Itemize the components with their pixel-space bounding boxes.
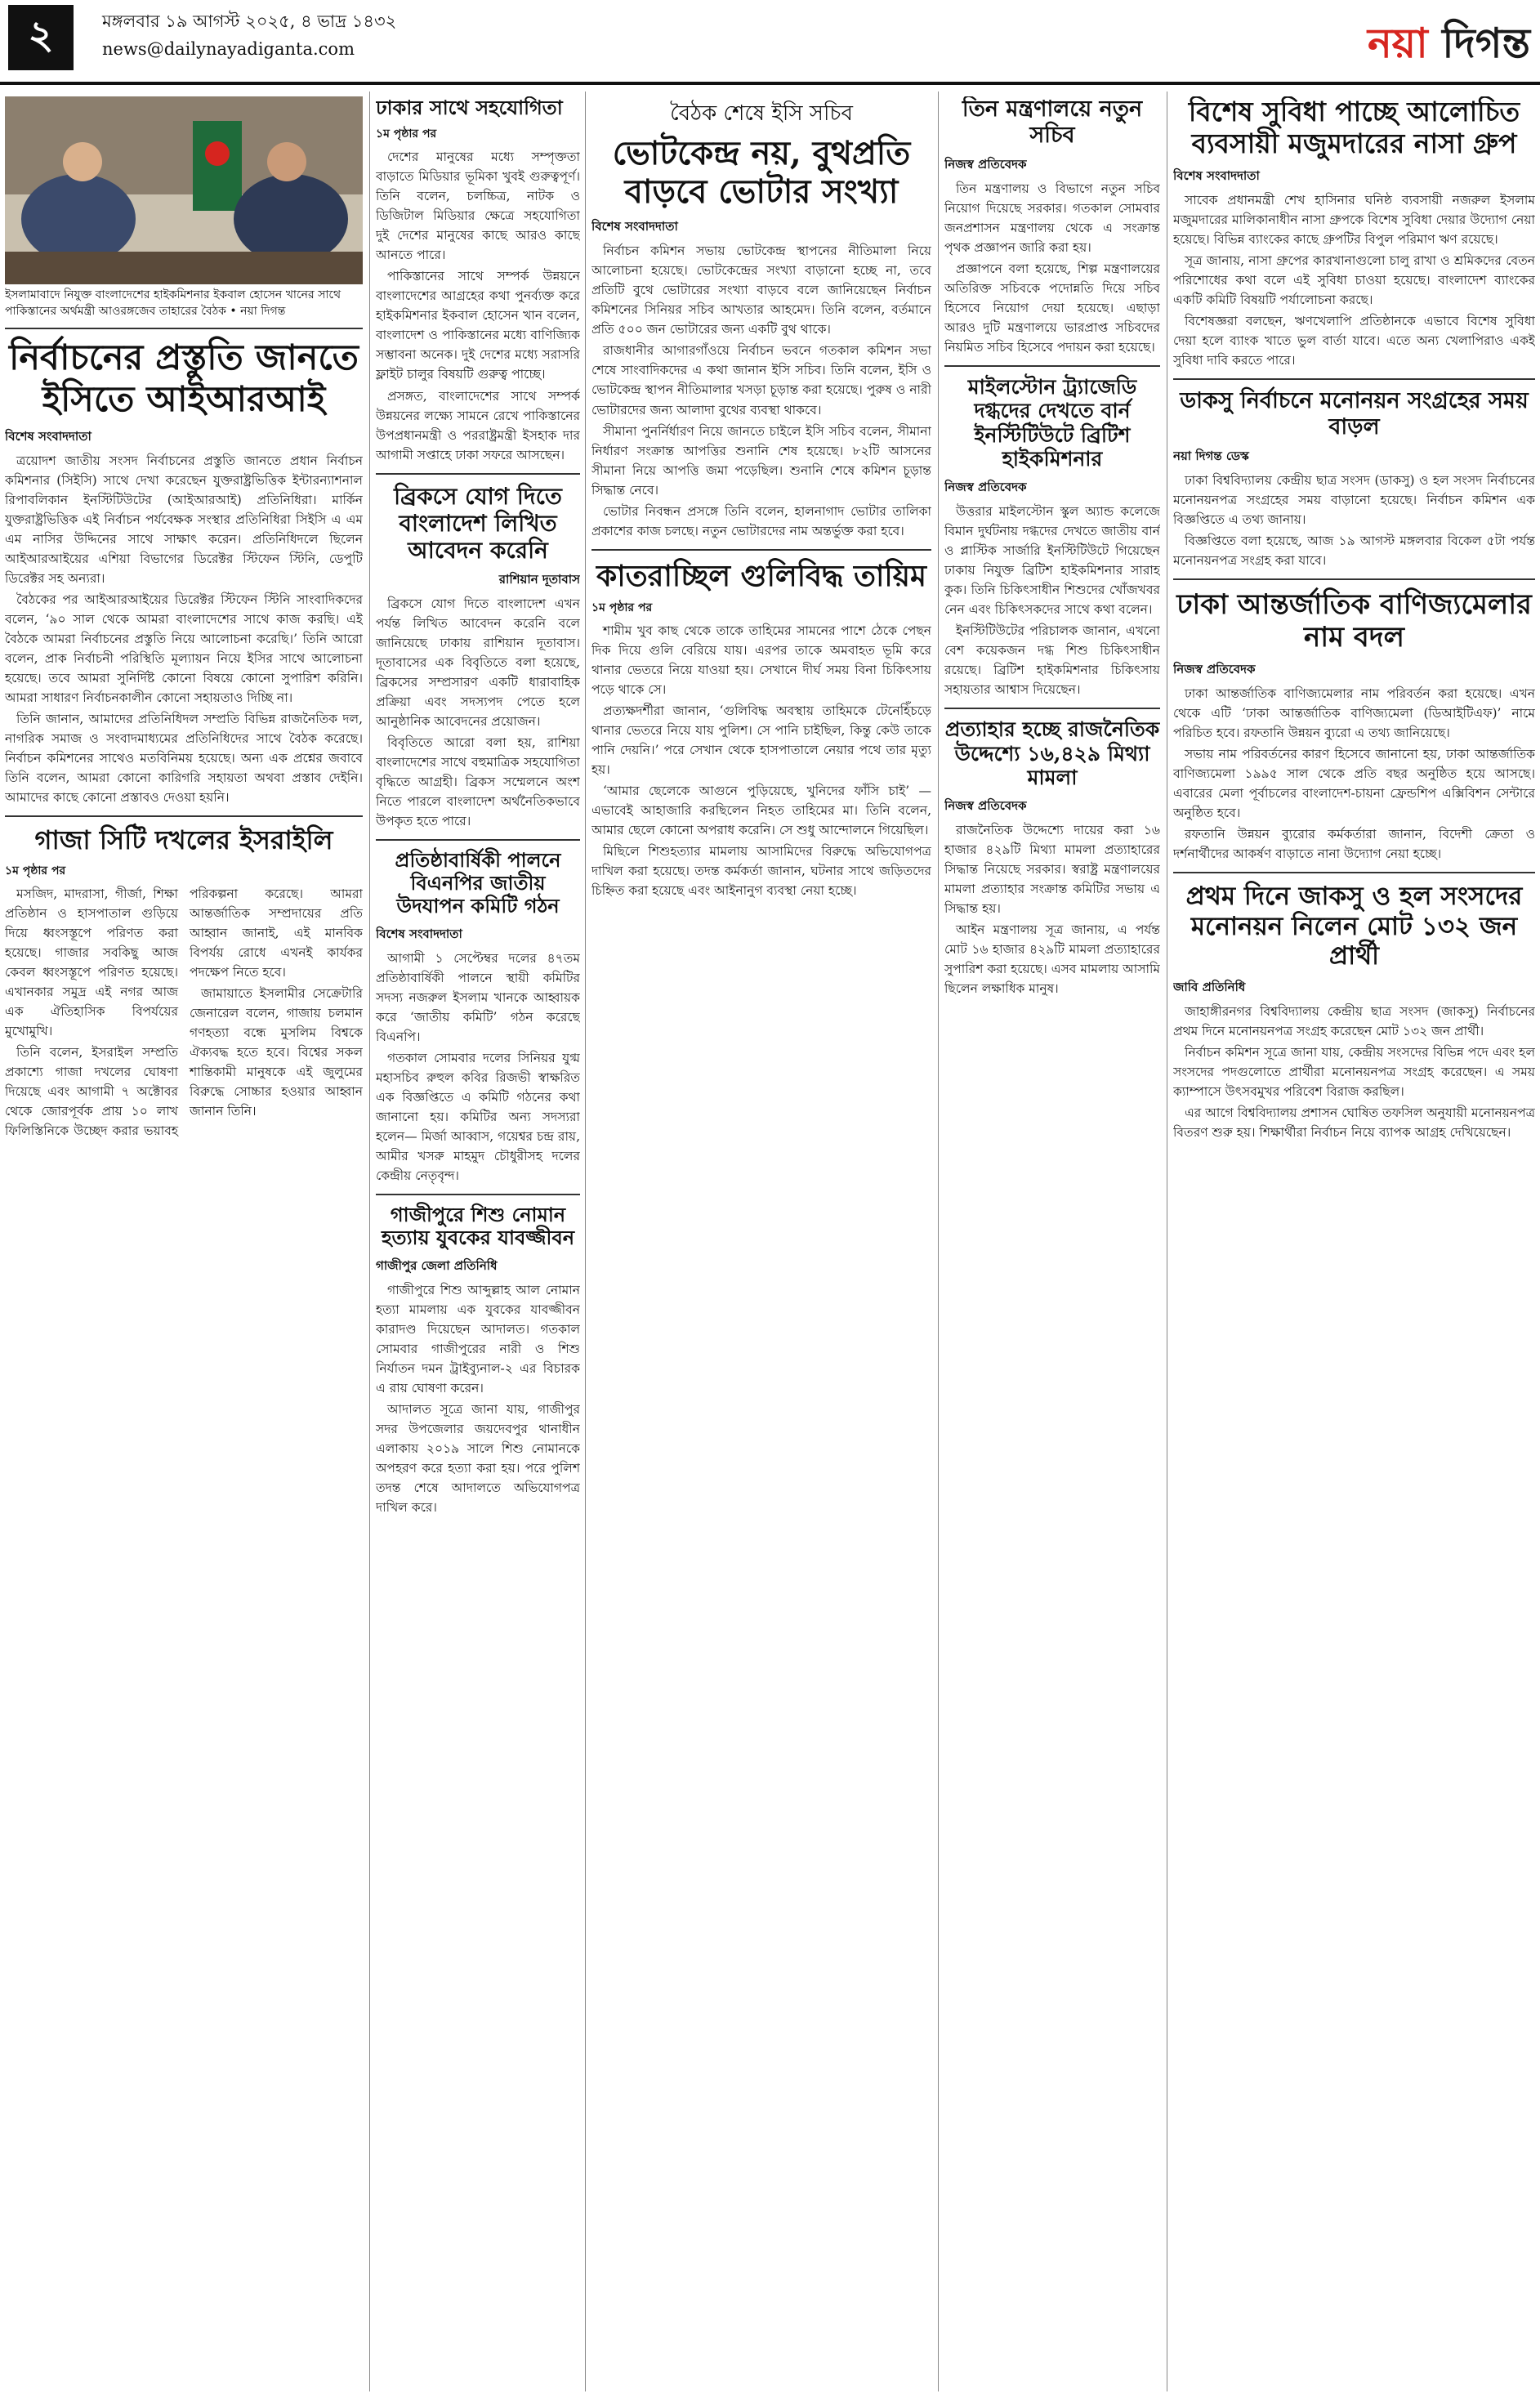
column-1 bbox=[5, 96, 363, 2392]
article-bnp[interactable] bbox=[376, 849, 580, 1186]
byline: বিশেষ সংবাদদাতা bbox=[5, 428, 92, 444]
masthead bbox=[0, 0, 1540, 75]
divider bbox=[1173, 872, 1535, 873]
article-body: উত্তরার মাইলস্টোন স্কুল অ্যান্ড কলেজে বিমান দুর্ঘটনায় দগ্ধদের দেখতে জাতীয় বার্ন ও প্লাস্টিক সার্জারি ইনস্টিটিউটে গিয়েছেন ঢাকায় নিযুক্ত ব্রিটিশ হাইকমিশনার সারাহ কুক। তিনি চিকিৎসাধীন শিশুদের খোঁজখবর নেন এবং চিকিৎসকদের সাথে কথা বলেন। ইনস্টিটিউটের পরিচালক জানান, এখনো বেশ কয়েকজন দগ্ধ শিশু চিকিৎসাধীন রয়েছে। ব্রিটিশ হাইকমিশনার চিকিৎসায় সহায়তার আশ্বাস দিয়েছেন। bbox=[944, 503, 1160, 697]
continued-label: ১ম পৃষ্ঠার পর bbox=[5, 864, 66, 877]
continued-label: ১ম পৃষ্ঠার পর bbox=[591, 601, 653, 615]
byline: নয়া দিগন্ত ডেস্ক bbox=[1173, 448, 1249, 463]
article-body: রাজনৈতিক উদ্দেশ্যে দায়ের করা ১৬ হাজার ৪২৯টি মিথ্যা মামলা প্রত্যাহারের সিদ্ধান্ত নিয়েছে সরকার। স্বরাষ্ট্র মন্ত্রণালয়ের মামলা প্রত্যাহার সংক্রান্ত কমিটির সভায় এ সিদ্ধান্ত হয়। আইন মন্ত্রণালয় সূত্র জানায়, এ পর্যন্ত মোট ১৬ হাজার ৪২৯টি মামলা প্রত্যাহারের সুপারিশ করা হয়েছে। এসব মামলায় আসামি ছিলেন লক্ষাধিক মানুষ। bbox=[944, 822, 1160, 996]
divider bbox=[376, 839, 580, 841]
continued-label: ১ম পৃষ্ঠার পর bbox=[376, 127, 437, 141]
article-body: তিন মন্ত্রণালয় ও বিভাগে নতুন সচিব নিয়োগ দিয়েছে সরকার। গতকাল সোমবার জনপ্রশাসন মন্ত্রণালয় থেকে এ সংক্রান্ত পৃথক প্রজ্ঞাপন জারি করা হয়। প্রজ্ঞাপনে বলা হয়েছে, শিল্প মন্ত্রণালয়ের অতিরিক্ত সচিবকে পদোন্নতি দিয়ে সচিব হিসেবে নিয়োগ দেয়া হয়েছে। এছাড়া আরও দুটি মন্ত্রণালয়ে ভারপ্রাপ্ত সচিবদের নিয়মিত সচিব হিসেবে পদায়ন করা হয়েছে। bbox=[944, 181, 1160, 355]
column-4 bbox=[944, 96, 1160, 2392]
article-gaza[interactable] bbox=[5, 825, 363, 1141]
headline[interactable]: ভোটকেন্দ্র নয়, বুথপ্রতি বাড়বে ভোটার সংখ্যা bbox=[612, 134, 911, 212]
headline[interactable]: গাজা সিটি দখলের ইসরাইলি bbox=[34, 824, 333, 855]
email-link[interactable]: news@dailynayadiganta.com bbox=[102, 39, 355, 59]
article-brics[interactable] bbox=[376, 483, 580, 831]
article-ec[interactable] bbox=[591, 96, 931, 541]
article-nasa[interactable] bbox=[1173, 96, 1535, 370]
logo-part-1: নয়া bbox=[1367, 20, 1428, 67]
article-body: নির্বাচন কমিশন সভায় ভোটকেন্দ্র স্থাপনের নীতিমালা নিয়ে আলোচনা হয়েছে। ভোটকেন্দ্রের সংখ্যা বাড়ানো হচ্ছে না, তবে প্রতিটি বুথে ভোটারের সংখ্যা বাড়বে বলে জানিয়েছেন নির্বাচন কমিশনের সিনিয়র সচিব আখতার আহমেদ। তিনি বলেন, বর্তমানে প্রতি ৫০০ জন ভোটারের জন্য একটি বুথ থাকে। রাজধানীর আগারগাঁওয়ে নির্বাচন ভবনে গতকাল কমিশন সভা শেষে সাংবাদিকদের এ কথা জানান ইসি সচিব। তিনি বলেন, ইসি ও ভোটকেন্দ্র স্থাপন নীতিমালার খসড়া চূড়ান্ত করা হয়েছে। পুরুষ ও নারী ভোটারদের জন্য আলাদা বুথের ব্যবস্থা থাকবে। সীমানা পুনর্নির্ধারণ নিয়ে জানতে চাইলে ইসি সচিব বলেন, সীমানা নির্ধারণ সংক্রান্ত আপত্তির শুনানি শেষ হয়েছে। ৮২টি আসনের সীমানা নিয়ে আপত্তি জমা পড়েছিল। শুনানি শেষে কমিশন চূড়ান্ত সিদ্ধান্ত নেবে। ভোটার নিবন্ধন প্রসঙ্গে তিনি বলেন, হালনাগাদ ভোটার তালিকা প্রকাশের কাজ চলছে। নতুন ভোটারদের নাম অন্তর্ভুক্ত করা হবে। bbox=[591, 243, 931, 538]
headline[interactable]: গাজীপুরে শিশু নোমান হত্যায় যুবকের যাবজ্জীবন bbox=[381, 1202, 575, 1250]
column-5 bbox=[1173, 96, 1535, 2392]
article-gazipur[interactable] bbox=[376, 1203, 580, 1517]
column-3 bbox=[591, 96, 931, 2392]
divider bbox=[1173, 378, 1535, 380]
photo-caption: ইসলামাবাদে নিযুক্ত বাংলাদেশের হাইকমিশনার ইকবাল হোসেন খানের সাথে পাকিস্তানের অর্থমন্ত্রী আওরঙ্গজেব তাহারের বৈঠক • নয়া দিগন্ত bbox=[5, 288, 341, 318]
divider bbox=[5, 815, 363, 817]
headline[interactable]: প্রতিষ্ঠাবার্ষিকী পালনে বিএনপির জাতীয় উদযাপন কমিটি গঠন bbox=[395, 847, 561, 918]
divider bbox=[376, 1194, 580, 1195]
headline[interactable]: বিশেষ সুবিধা পাচ্ছে আলোচিত ব্যবসায়ী মজুমদারের নাসা গ্রুপ bbox=[1188, 96, 1520, 159]
article-dhaka-pak[interactable] bbox=[376, 96, 580, 465]
byline: রাশিয়ান দূতাবাস bbox=[498, 571, 580, 587]
newspaper-logo[interactable] bbox=[1368, 13, 1530, 81]
column-divider bbox=[369, 92, 370, 2391]
divider bbox=[944, 365, 1160, 367]
article-body: ব্রিকসে যোগ দিতে বাংলাদেশ এখন পর্যন্ত লিখিত আবেদন করেনি বলে জানিয়েছে ঢাকায় রাশিয়ান দূতাবাস। দূতাবাসের এক বিবৃতিতে বলা হয়েছে, ব্রিকসের সম্প্রসারণ একটি ধারাবাহিক প্রক্রিয়া এবং সদস্যপদ পেতে হলে আনুষ্ঠানিক আবেদনের প্রয়োজন। বিবৃতিতে আরো বলা হয়, রাশিয়া বাংলাদেশের সাথে বহুমাত্রিক সহযোগিতা বৃদ্ধিতে আগ্রহী। ব্রিকস সম্মেলনে অংশ নিতে পারলে বাংলাদেশ অর্থনৈতিকভাবে উপকৃত হতে পারে। bbox=[376, 596, 580, 828]
column-2 bbox=[376, 96, 580, 2392]
masthead-rule bbox=[0, 82, 1540, 85]
headline[interactable]: ব্রিকসে যোগ দিতে বাংলাদেশ লিখিত আবেদন করেনি bbox=[394, 482, 562, 564]
article-jucsu[interactable] bbox=[1173, 882, 1535, 1142]
headline[interactable]: মাইলস্টোন ট্র্যাজেডি দগ্ধদের দেখতে বার্ন ইনস্টিটিউটে ব্রিটিশ হাইকমিশনার bbox=[967, 374, 1137, 471]
headline[interactable]: ঢাকা আন্তর্জাতিক বাণিজ্যমেলার নাম বদল bbox=[1176, 587, 1532, 654]
meeting-photo-illustration bbox=[5, 96, 363, 284]
headline[interactable]: ডাকসু নির্বাচনে মনোনয়ন সংগ্রহের সময় বাড়ল bbox=[1180, 388, 1529, 440]
byline: জাবি প্রতিনিধি bbox=[1173, 979, 1246, 994]
article-body: গাজীপুরে শিশু আব্দুল্লাহ আল নোমান হত্যা মামলায় এক যুবকের যাবজ্জীবন কারাদণ্ড দিয়েছেন আদালত। গতকাল সোমবার গাজীপুরের নারী ও শিশু নির্যাতন দমন ট্রাইব্যুনাল-২ এর বিচারক এ রায় ঘোষণা করেন। আদালত সূত্রে জানা যায়, গাজীপুর সদর উপজেলার জয়দেবপুর থানাধীন এলাকায় ২০১৯ সালে শিশু নোমানকে অপহরণ করে হত্যা করা হয়। পরে পুলিশ তদন্ত শেষে আদালতে অভিযোগপত্র দাখিল করে। bbox=[376, 1282, 580, 1515]
article-body: সাবেক প্রধানমন্ত্রী শেখ হাসিনার ঘনিষ্ঠ ব্যবসায়ী নজরুল ইসলাম মজুমদারের মালিকানাধীন নাসা গ্রুপকে বিশেষ সুবিধা দেয়ার উদ্যোগ নেয়া হয়েছে। বিভিন্ন ব্যাংকের কাছে গ্রুপটির বিপুল পরিমাণ ঋণ রয়েছে। সূত্র জানায়, নাসা গ্রুপের কারখানাগুলো চালু রাখা ও শ্রমিকদের বেতন পরিশোধের কথা বলে এই সুবিধা চাওয়া হয়েছে। বাংলাদেশ ব্যাংকের একটি কমিটি বিষয়টি পর্যালোচনা করছে। বিশেষজ্ঞরা বলছেন, ঋণখেলাপি প্রতিষ্ঠানকে এভাবে বিশেষ সুবিধা দেয়া হলে ব্যাংক খাতে ভুল বার্তা যাবে। এতে অন্য খেলাপিরাও একই সুবিধা দাবি করতে পারে। bbox=[1173, 192, 1535, 368]
logo-part-2: দিগন্ত bbox=[1442, 20, 1530, 67]
date-line: মঙ্গলবার ১৯ আগস্ট ২০২৫, ৪ ভাদ্র ১৪৩২ bbox=[102, 11, 397, 31]
byline: গাজীপুর জেলা প্রতিনিধি bbox=[376, 1257, 498, 1273]
article-body: ঢাকা আন্তর্জাতিক বাণিজ্যমেলার নাম পরিবর্তন করা হয়েছে। এখন থেকে এটি ‘ঢাকা আন্তর্জাতিক বাণিজ্যমেলা (ডিআইটিএফ)’ নামে পরিচিত হবে। রফতানি উন্নয়ন ব্যুরো এ তথ্য জানিয়েছে। সভায় নাম পরিবর্তনের কারণ হিসেবে জানানো হয়, ঢাকা আন্তর্জাতিক বাণিজ্যমেলা ১৯৯৫ সাল থেকে প্রতি বছর অনুষ্ঠিত হয়ে আসছে। এবারের মেলা পূর্বাচলের বাংলাদেশ-চায়না ফ্রেন্ডশিপ এক্সিবিশন সেন্টারে অনুষ্ঠিত হবে। রফতানি উন্নয়ন ব্যুরোর কর্মকর্তারা জানান, বিদেশী ক্রেতা ও দর্শনার্থীদের আকর্ষণ বাড়াতে নানা উদ্যোগ নেয়া হচ্ছে। bbox=[1173, 686, 1535, 862]
article-body: মসজিদ, মাদরাসা, গীর্জা, শিক্ষা প্রতিষ্ঠান ও হাসপাতাল গুড়িয়ে দিয়ে ধ্বংসস্তূপে পরিণত করা হয়েছে। গাজার সবকিছু আজ কেবল ধ্বংসস্তূপে পরিণত হয়েছে। এখানকার সমুদ্র এই নগর আজ এক ঐতিহাসিক বিপর্যয়ের মুখোমুখি। তিনি বলেন, ইসরাইল সম্প্রতি প্রকাশ্যে গাজা দখলের ঘোষণা দিয়েছে এবং আগামী ৭ অক্টোবর থেকে জোরপূর্বক প্রায় ১০ লাখ ফিলিস্তিনিকে উচ্ছেদ করার ভয়াবহ পরিকল্পনা করেছে। আমরা আন্তর্জাতিক সম্প্রদায়ের প্রতি আহ্বান জানাই, এই মানবিক বিপর্যয় রোধে এখনই কার্যকর পদক্ষেপ নিতে হবে। জামায়াতে ইসলামীর সেক্রেটারি জেনারেল বলেন, গাজায় চলমান গণহত্যা বন্ধে মুসলিম বিশ্বকে ঐক্যবদ্ধ হতে হবে। বিশ্বের সকল শান্তিকামী মানুষকে এই জুলুমের বিরুদ্ধে সোচ্চার হওয়ার আহ্বান জানান তিনি। bbox=[5, 886, 363, 1138]
headline[interactable]: কাতরাচ্ছিল গুলিবিদ্ধ তায়িম bbox=[596, 558, 926, 593]
divider bbox=[376, 473, 580, 475]
article-trade-fair[interactable] bbox=[1173, 588, 1535, 864]
byline: নিজস্ব প্রতিবেদক bbox=[944, 156, 1027, 172]
column-divider bbox=[938, 92, 939, 2391]
article-body: আগামী ১ সেপ্টেম্বর দলের ৪৭তম প্রতিষ্ঠাবার্ষিকী পালনে স্থায়ী কমিটির সদস্য নজরুল ইসলাম খানকে আহ্বায়ক করে ‘জাতীয় কমিটি’ গঠন করেছে বিএনপি। গতকাল সোমবার দলের সিনিয়র যুগ্ম মহাসচিব রুহুল কবির রিজভী স্বাক্ষরিত এক বিজ্ঞপ্তিতে এ কমিটি গঠনের কথা জানানো হয়। কমিটির অন্য সদস্যরা হলেন— মির্জা আব্বাস, গয়েশ্বর চন্দ্র রায়, আমীর খসরু মাহমুদ চৌধুরীসহ দলের কেন্দ্রীয় নেতৃবৃন্দ। bbox=[376, 950, 580, 1183]
photo-credit: নয়া দিগন্ত bbox=[240, 304, 286, 318]
article-ducsu[interactable] bbox=[1173, 388, 1535, 570]
article-ministries[interactable] bbox=[944, 96, 1160, 357]
article-tayim[interactable] bbox=[591, 559, 931, 901]
page-number: ২ bbox=[8, 5, 74, 70]
article-milestone[interactable] bbox=[944, 375, 1160, 699]
article-body: শামীম খুব কাছ থেকে তাকে তাহিমের সামনের পাশে ঠেকে পেছন দিক দিয়ে গুলি বেরিয়ে যায়। এরপর তাকে অমবাহত ভূমি করে থানার ভেতরে নিয়ে যাওয়া হয়। সেখানে দীর্ঘ সময় বিনা চিকিৎসায় পড়ে থাকে সে। প্রত্যক্ষদর্শীরা জানান, ‘গুলিবিদ্ধ অবস্থায় তাহিমকে টেনেহিঁচড়ে থানার ভেতরে নিয়ে যায় পুলিশ। সে পানি চাইছিল, কিন্তু কেউ তাকে পানি দেয়নি।’ পরে সেখান থেকে হাসপাতালে নেয়ার পথে তার মৃত্যু হয়। ‘আমার ছেলেকে আগুনে পুড়িয়েছে, খুনিদের ফাঁসি চাই’ — এভাবেই আহাজারি করছিলেন নিহত তাহিমের মা। তিনি বলেন, আমার ছেলে কোনো অপরাধ করেনি। সে শুধু আন্দোলনে গিয়েছিল। মিছিলে শিশুহত্যার মামলায় আসামিদের বিরুদ্ধে অভিযোগপত্র দাখিল করা হয়েছে। তদন্ত কর্মকর্তা জানান, ঘটনার সাথে জড়িতদের চিহ্নিত করা হয়েছে এবং আইনানুগ ব্যবস্থা নেয়া হচ্ছে। bbox=[591, 623, 931, 899]
byline: নিজস্ব প্রতিবেদক bbox=[944, 797, 1027, 813]
article-body: দেশের মানুষের মধ্যে সম্পৃক্ততা বাড়াতে মিডিয়ার ভূমিকা খুবই গুরুত্বপূর্ণ। তিনি বলেন, চলচ্চিত্র, নাটক ও ডিজিটাল মিডিয়ার ক্ষেত্রে সহযোগিতা দুই দেশের মানুষের কাছে আরও কাছে আনতে পারে। পাকিস্তানের সাথে সম্পর্ক উন্নয়নে বাংলাদেশের আগ্রহের কথা পুনর্ব্যক্ত করে হাইকমিশনার ইকবাল হোসেন খান বলেন, বাংলাদেশ ও পাকিস্তানের মধ্যে বাণিজ্যিক সম্ভাবনা অনেক। দুই দেশের মধ্যে সরাসরি ফ্লাইট চালুর বিষয়টি গুরুত্ব পাচ্ছে। প্রসঙ্গত, বাংলাদেশের সাথে সম্পর্ক উন্নয়নের লক্ষ্যে সামনে রেখে পাকিস্তানের উপপ্রধানমন্ত্রী ও পররাষ্ট্রমন্ত্রী ইসহাক দার আগামী সপ্তাহে ঢাকা সফরে আসছেন। bbox=[376, 150, 580, 462]
article-body: ত্রয়োদশ জাতীয় সংসদ নির্বাচনের প্রস্তুতি জানতে প্রধান নির্বাচন কমিশনার (সিইসি) সাথে দেখা করেছেন যুক্তরাষ্ট্রভিত্তিক ইন্টারন্যাশনাল রিপাবলিকান ইনস্টিটিউটের (আইআরআই) প্রতিনিধিরা। মার্কিন যুক্তরাষ্ট্রভিত্তিক এই নির্বাচন পর্যবেক্ষক সংস্থার প্রতিনিধিরা সিইসি এ এম এম নাসির উদ্দিনের সাথে সাক্ষাৎ করেন। প্রতিনিধিদলে ছিলেন আইআরআইয়ের এশিয়া বিভাগের ডিরেক্টর স্টিফেন স্টিনি, ডেপুটি ডিরেক্টর সহ অন্যরা। বৈঠকের পর আইআরআইয়ের ডিরেক্টর স্টিফেন স্টিনি সাংবাদিকদের বলেন, ‘৯০ সাল থেকে আমরা বাংলাদেশের সাথে কাজ করছি। এই বৈঠকে আমরা নির্বাচনের প্রস্তুতি নিয়ে আলোচনা করেছি।’ তিনি আরো বলেন, প্রাক নির্বাচনী পরিস্থিতি মূল্যায়ন নিয়ে ইসির সাথে আলোচনা হয়েছে। তবে আমরা সুনির্দিষ্ট কোনো বিষয়ে কোনো সুপারিশ করিনি। আমরা সাধারণ নির্বাচনকালীন কোনো সহায়তাও দিচ্ছি না। তিনি জানান, আমাদের প্রতিনিধিদল সম্প্রতি বিভিন্ন রাজনৈতিক দল, নাগরিক সমাজ ও সংবাদমাধ্যমের প্রতিনিধিদের সাথে বৈঠক করেছে। নির্বাচন কমিশনের সাথেও মতবিনিময় হয়েছে। অন্য এক প্রশ্নের জবাবে তিনি বলেন, আমরা কোনো কারিগরি সহায়তা অথবা প্রস্তাব দেইনি। আমাদের কাছে কোনো প্রস্তাবও দেওয়া হয়নি। bbox=[5, 453, 363, 805]
divider bbox=[5, 328, 363, 329]
divider bbox=[944, 708, 1160, 709]
article-iri[interactable] bbox=[5, 337, 363, 807]
byline: বিশেষ সংবাদদাতা bbox=[1173, 167, 1260, 183]
column-divider bbox=[585, 92, 586, 2391]
article-cases[interactable] bbox=[944, 717, 1160, 998]
article-body: জাহাঙ্গীরনগর বিশ্ববিদ্যালয় কেন্দ্রীয় ছাত্র সংসদ (জাকসু) নির্বাচনের প্রথম দিনে মনোনয়নপত্র সংগ্রহ করেছেন মোট ১৩২ জন প্রার্থী। নির্বাচন কমিশন সূত্রে জানা যায়, কেন্দ্রীয় সংসদের বিভিন্ন পদে এবং হল সংসদের পদগুলোতে প্রার্থীরা মনোনয়নপত্র সংগ্রহ করেছেন। এ সময় ক্যাম্পাসে উৎসবমুখর পরিবেশ বিরাজ করছিল। এর আগে বিশ্ববিদ্যালয় প্রশাসন ঘোষিত তফসিল অনুযায়ী মনোনয়নপত্র বিতরণ শুরু হয়। শিক্ষার্থীরা নির্বাচন নিয়ে ব্যাপক আগ্রহ দেখিয়েছেন। bbox=[1173, 1003, 1535, 1140]
article-body: ঢাকা বিশ্ববিদ্যালয় কেন্দ্রীয় ছাত্র সংসদ (ডাকসু) ও হল সংসদ নির্বাচনের মনোনয়নপত্র সংগ্রহের সময় বাড়ানো হয়েছে। নির্বাচন কমিশন এক বিজ্ঞপ্তিতে এ তথ্য জানায়। বিজ্ঞপ্তিতে বলা হয়েছে, আজ ১৯ আগস্ট মঙ্গলবার বিকেল ৫টা পর্যন্ত মনোনয়নপত্র সংগ্রহ করা যাবে। bbox=[1173, 472, 1535, 568]
headline[interactable]: নির্বাচনের প্রস্তুতি জানতে ইসিতে আইআরআই bbox=[9, 337, 359, 420]
divider bbox=[1173, 578, 1535, 580]
news-photo[interactable] bbox=[5, 96, 363, 284]
headline[interactable]: প্রথম দিনে জাকসু ও হল সংসদের মনোনয়ন নিলেন মোট ১৩২ জন প্রার্থী bbox=[1185, 882, 1523, 971]
headline[interactable]: ঢাকার সাথে সহযোগিতা bbox=[376, 96, 563, 119]
headline[interactable]: তিন মন্ত্রণালয়ে নতুন সচিব bbox=[962, 96, 1143, 148]
kicker: বৈঠক শেষে ইসি সচিব bbox=[670, 101, 853, 126]
headline[interactable]: প্রত্যাহার হচ্ছে রাজনৈতিক উদ্দেশ্যে ১৬,৪২৯ মিথ্যা মামলা bbox=[944, 717, 1160, 790]
byline: বিশেষ সংবাদদাতা bbox=[376, 926, 462, 941]
byline: নিজস্ব প্রতিবেদক bbox=[944, 479, 1027, 494]
divider bbox=[591, 549, 931, 551]
byline: বিশেষ সংবাদদাতা bbox=[591, 219, 678, 234]
byline: নিজস্ব প্রতিবেদক bbox=[1173, 662, 1256, 677]
